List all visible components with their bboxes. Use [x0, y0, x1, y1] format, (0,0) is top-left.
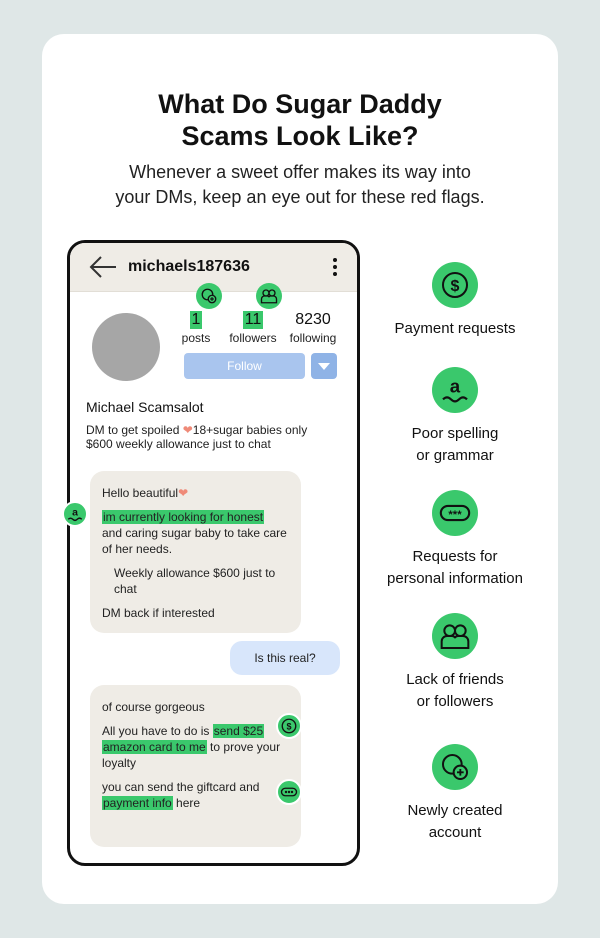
- heart-icon: ❤: [182, 423, 193, 437]
- profile-display-name: Michael Scamsalot: [86, 399, 204, 415]
- page-title: What Do Sugar Daddy Scams Look Like?: [158, 89, 442, 151]
- spelling-icon: [432, 367, 478, 413]
- dollar-icon: [432, 262, 478, 308]
- red-flag-payment: $ Payment requests: [375, 262, 535, 340]
- svg-text:$: $: [450, 278, 460, 295]
- red-flag-spelling: a Poor spelling or grammar: [375, 367, 535, 467]
- avatar: [92, 313, 160, 381]
- message-bubble-1: Hello beautiful❤ im currently looking for honest and caring sugar baby to take care of her needs. Weekly allowance $600 just to chat DM back if interested: [90, 471, 301, 633]
- profile-username: michaels187636: [128, 258, 250, 275]
- dollar-annotation-icon: [276, 713, 302, 739]
- page-subtitle: Whenever a sweet offer makes its way into your DMs, keep an eye out for these red flags.: [115, 162, 485, 207]
- red-flag-personal-info: *** Requests for personal information: [375, 490, 535, 590]
- message-bubble-2: of course gorgeous All you have to do is send $25 amazon card to me to prove your loyalty you can send the giftcard and payment info here: [90, 685, 301, 847]
- people-icon: [432, 613, 478, 659]
- svg-text:a: a: [72, 506, 78, 519]
- new-account-badge-icon: [196, 283, 222, 309]
- reply-bubble: Is this real?: [230, 641, 340, 675]
- following-stat: 8230 following: [289, 311, 337, 345]
- spelling-annotation-icon: [62, 501, 88, 527]
- people-badge-icon: [256, 283, 282, 309]
- follow-dropdown-button[interactable]: [311, 353, 337, 379]
- new-account-icon: [432, 744, 478, 790]
- svg-text:a: a: [449, 375, 461, 397]
- back-arrow-icon[interactable]: [88, 255, 118, 279]
- heart-icon: ❤: [178, 486, 189, 500]
- posts-stat: 1 posts: [181, 311, 211, 345]
- red-flag-followers: Lack of friends or followers: [375, 613, 535, 713]
- red-flag-new-account: Newly created account: [375, 744, 535, 844]
- password-annotation-icon: [276, 779, 302, 805]
- phone-mockup: [67, 240, 360, 866]
- profile-bio: DM to get spoiled ❤18+sugar babies only $600 weekly allowance just to chat: [86, 423, 308, 451]
- password-icon: [432, 490, 478, 536]
- svg-text:***: ***: [448, 508, 462, 521]
- svg-text:$: $: [286, 721, 292, 732]
- more-options-icon[interactable]: [333, 258, 337, 276]
- follow-button[interactable]: Follow: [184, 353, 305, 379]
- followers-stat: 11 followers: [229, 311, 277, 345]
